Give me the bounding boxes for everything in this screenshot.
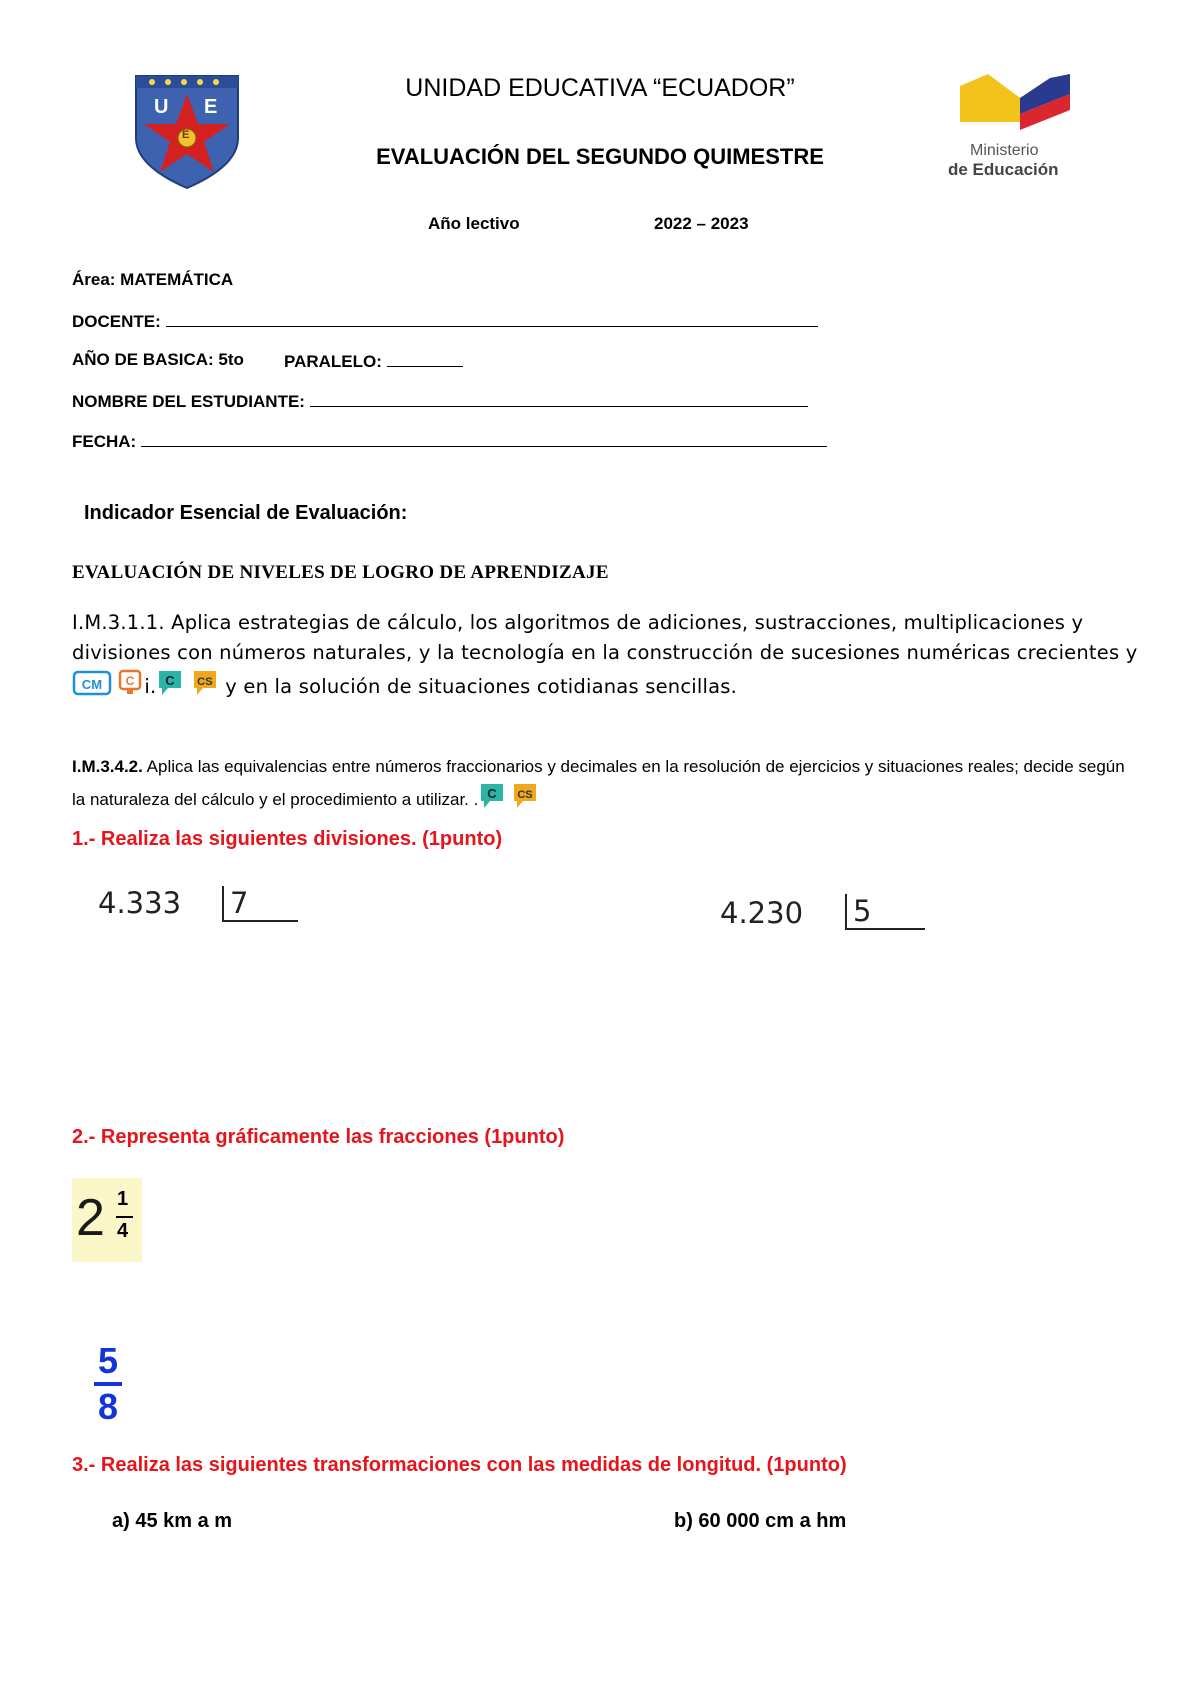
anio-basica-field	[72, 350, 244, 370]
division-2-divisor-box[interactable]	[845, 894, 925, 930]
svg-text:C: C	[125, 674, 135, 688]
svg-text:C: C	[165, 673, 176, 688]
ministry-logo-line1: Ministerio	[970, 142, 1039, 159]
question-1-title: 1.- Realiza las siguientes divisiones. (1punto)	[72, 828, 503, 850]
fecha-blank[interactable]	[141, 430, 827, 447]
c-bubble-badge-icon	[156, 668, 184, 707]
fraction-numerator: 5	[97, 1340, 119, 1381]
im342-code: I.M.3.4.2.	[72, 757, 143, 776]
section-title: EVALUACIÓN DE NIVELES DE LOGRO DE APRENDIZAJE	[72, 562, 609, 583]
school-logo	[132, 74, 242, 190]
fecha-label: FECHA:	[72, 432, 137, 451]
mixed-fraction-whole: 2	[76, 1189, 105, 1247]
division-1-divisor: 7	[230, 886, 249, 920]
school-year-value: 2022 – 2023	[654, 214, 749, 233]
paralelo-label: PARALELO:	[284, 352, 382, 371]
exam-title: EVALUACIÓN DEL SEGUNDO QUIMESTRE	[376, 144, 824, 169]
mixed-fraction-denominator: 4	[117, 1220, 129, 1242]
cm-badge-icon	[72, 668, 112, 707]
ministry-logo	[940, 74, 1080, 184]
division-2-divisor: 5	[853, 894, 872, 928]
docente-blank[interactable]	[166, 310, 818, 327]
division-1-dividend: 4.333	[98, 886, 182, 920]
ministry-logo-line2: de Educación	[948, 160, 1059, 179]
c-bubble-badge-icon-2	[478, 781, 506, 820]
im311-text-2: y en la solución de situaciones cotidianas sencillas.	[225, 675, 738, 698]
division-2-dividend: 4.230	[720, 896, 804, 930]
question-3-item-b: b) 60 000 cm a hm	[674, 1510, 847, 1532]
area-field	[72, 270, 233, 290]
im311-text-1: I.M.3.1.1. Aplica estrategias de cálculo, los algoritmos de adiciones, sustracciones, multiplicaciones y divisiones con números naturales, y la tecnología en la construcción de sucesiones numéricas crecientes y	[72, 611, 1138, 664]
svg-text:CS: CS	[197, 676, 213, 688]
im342-sep: .	[473, 789, 479, 809]
question-2-title: 2.- Representa gráficamente las fracciones (1punto)	[72, 1126, 565, 1148]
mixed-fraction	[72, 1178, 142, 1262]
question-3-title: 3.- Realiza las siguientes transformaciones con las medidas de longitud. (1punto)	[72, 1454, 847, 1476]
anio-basica-label: AÑO DE BASICA: 5to	[72, 350, 244, 369]
paralelo-field[interactable]	[284, 350, 463, 372]
fraction-denominator: 8	[97, 1386, 119, 1427]
indicator-im311	[72, 608, 1142, 707]
indicator-heading: Indicador Esencial de Evaluación:	[84, 502, 408, 524]
svg-text:CS: CS	[517, 789, 533, 801]
logo-letter-u: U	[154, 96, 169, 118]
mixed-fraction-bar	[116, 1216, 133, 1218]
nombre-field[interactable]	[72, 390, 808, 412]
im342-text: Aplica las equivalencias entre números fraccionarios y decimales en la resolución de ejercicios y situaciones reales; decide según la naturaleza del cálculo y el procedimiento a utilizar.	[72, 757, 1125, 809]
school-year-label: Año lectivo	[428, 214, 520, 233]
division-1-divisor-box[interactable]	[222, 886, 298, 922]
logo-letter-e: E	[204, 96, 218, 118]
docente-label: DOCENTE:	[72, 312, 161, 331]
area-label: Área: MATEMÁTICA	[72, 270, 234, 289]
logo-letter-center: E	[182, 129, 190, 141]
fraction-five-eighths	[88, 1342, 128, 1426]
fecha-field[interactable]	[72, 430, 827, 452]
school-name: UNIDAD EDUCATIVA “ECUADOR”	[405, 74, 795, 102]
question-3-item-a: a) 45 km a m	[112, 1510, 233, 1532]
indicator-im342	[72, 752, 1142, 820]
c-monitor-badge-icon	[118, 668, 144, 707]
mixed-fraction-numerator: 1	[117, 1188, 129, 1210]
nombre-label: NOMBRE DEL ESTUDIANTE:	[72, 392, 305, 411]
svg-text:CM: CM	[81, 677, 103, 692]
paralelo-blank[interactable]	[387, 350, 463, 367]
cs-bubble-badge-icon	[191, 668, 219, 707]
im311-sep: i.	[144, 675, 157, 698]
svg-text:C: C	[487, 786, 498, 801]
nombre-blank[interactable]	[310, 390, 808, 407]
cs-bubble-badge-icon-2	[511, 781, 539, 820]
docente-field[interactable]	[72, 310, 818, 332]
